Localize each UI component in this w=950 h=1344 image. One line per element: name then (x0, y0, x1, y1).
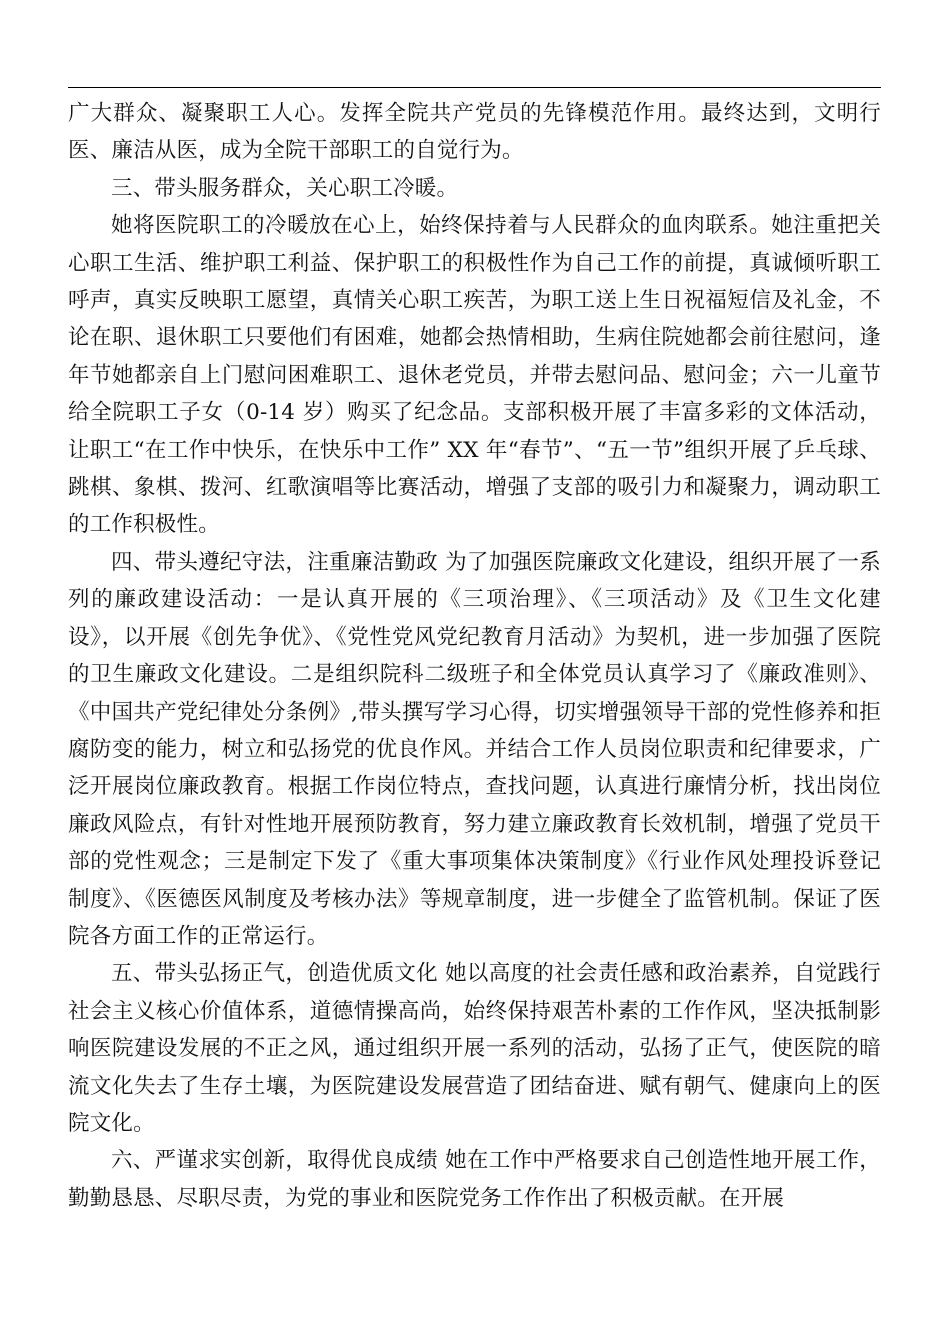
document-body (68, 95, 881, 1217)
paragraph-section-4: 四、带头遵纪守法，注重廉洁勤政 为了加强医院廉政文化建设，组织开展了一系列的廉政建设活动：一是认真开展的《三项治理》、《三项活动》及《卫生文化建设》，以开展《创先争优》、《党性党风党纪教育月活动》为契机，进一步加强了医院的卫生廉政文化建设。二是组织院科二级班子和全体党员认真学习了《廉政准则》、《中国共产党纪律处分条例》,带头撰写学习心得，切实增强领导干部的党性修养和拒腐防变的能力，树立和弘扬党的优良作风。并结合工作人员岗位职责和纪律要求，广泛开展岗位廉政教育。根据工作岗位特点，查找问题，认真进行廉情分析，找出岗位廉政风险点，有针对性地开展预防教育，努力建立廉政教育长效机制，增强了党员干部的党性观念；三是制定下发了《重大事项集体决策制度》《行业作风处理投诉登记制度》、《医德医风制度及考核办法》等规章制度，进一步健全了监管机制。保证了医院各方面工作的正常运行。 (68, 549, 881, 949)
paragraph-section-3: 她将医院职工的冷暖放在心上，始终保持着与人民群众的血肉联系。她注重把关心职工生活、维护职工利益、保护职工的积极性作为自己工作的前提，真诚倾听职工呼声，真实反映职工愿望，真情关心职工疾苦，为职工送上生日祝福短信及礼金，不论在职、退休职工只要他们有困难，她都会热情相助，生病住院她都会前往慰问，逢年节她都亲自上门慰问困难职工、退休老党员，并带去慰问品、慰问金；六一儿童节给全院职工子女（0-14 岁）购买了纪念品。支部积极开展了丰富多彩的文体活动，让职工“在工作中快乐，在快乐中工作” XX 年“春节”、“五一节”组织开展了乒乓球、跳棋、象棋、拨河、红歌演唱等比赛活动，增强了支部的吸引力和凝聚力，调动职工的工作积极性。 (68, 213, 881, 538)
paragraph-continuation: 广大群众、凝聚职工人心。发挥全院共产党员的先锋模范作用。最终达到，文明行医、廉洁从医，成为全院干部职工的自觉行为。 (68, 101, 881, 164)
paragraph-section-6: 六、严谨求实创新，取得优良成绩 她在工作中严格要求自己创造性地开展工作，勤勤恳恳、尽职尽责，为党的事业和医院党务工作作出了积极贡献。在开展 (68, 1148, 881, 1211)
paragraph-section-5: 五、带头弘扬正气，创造优质文化 她以高度的社会责任感和政治素养，自觉践行社会主义核心价值体系，道德情操高尚，始终保持艰苦朴素的工作作风，坚决抵制影响医院建设发展的不正之风，通过组织开展一系列的活动，弘扬了正气，使医院的暗流文化失去了生存土壤，为医院建设发展营造了团结奋进、赋有朝气、健康向上的医院文化。 (68, 961, 881, 1136)
section-heading-3: 三、带头服务群众，关心职工冷暖。 (111, 175, 459, 201)
header-rule (68, 87, 881, 88)
